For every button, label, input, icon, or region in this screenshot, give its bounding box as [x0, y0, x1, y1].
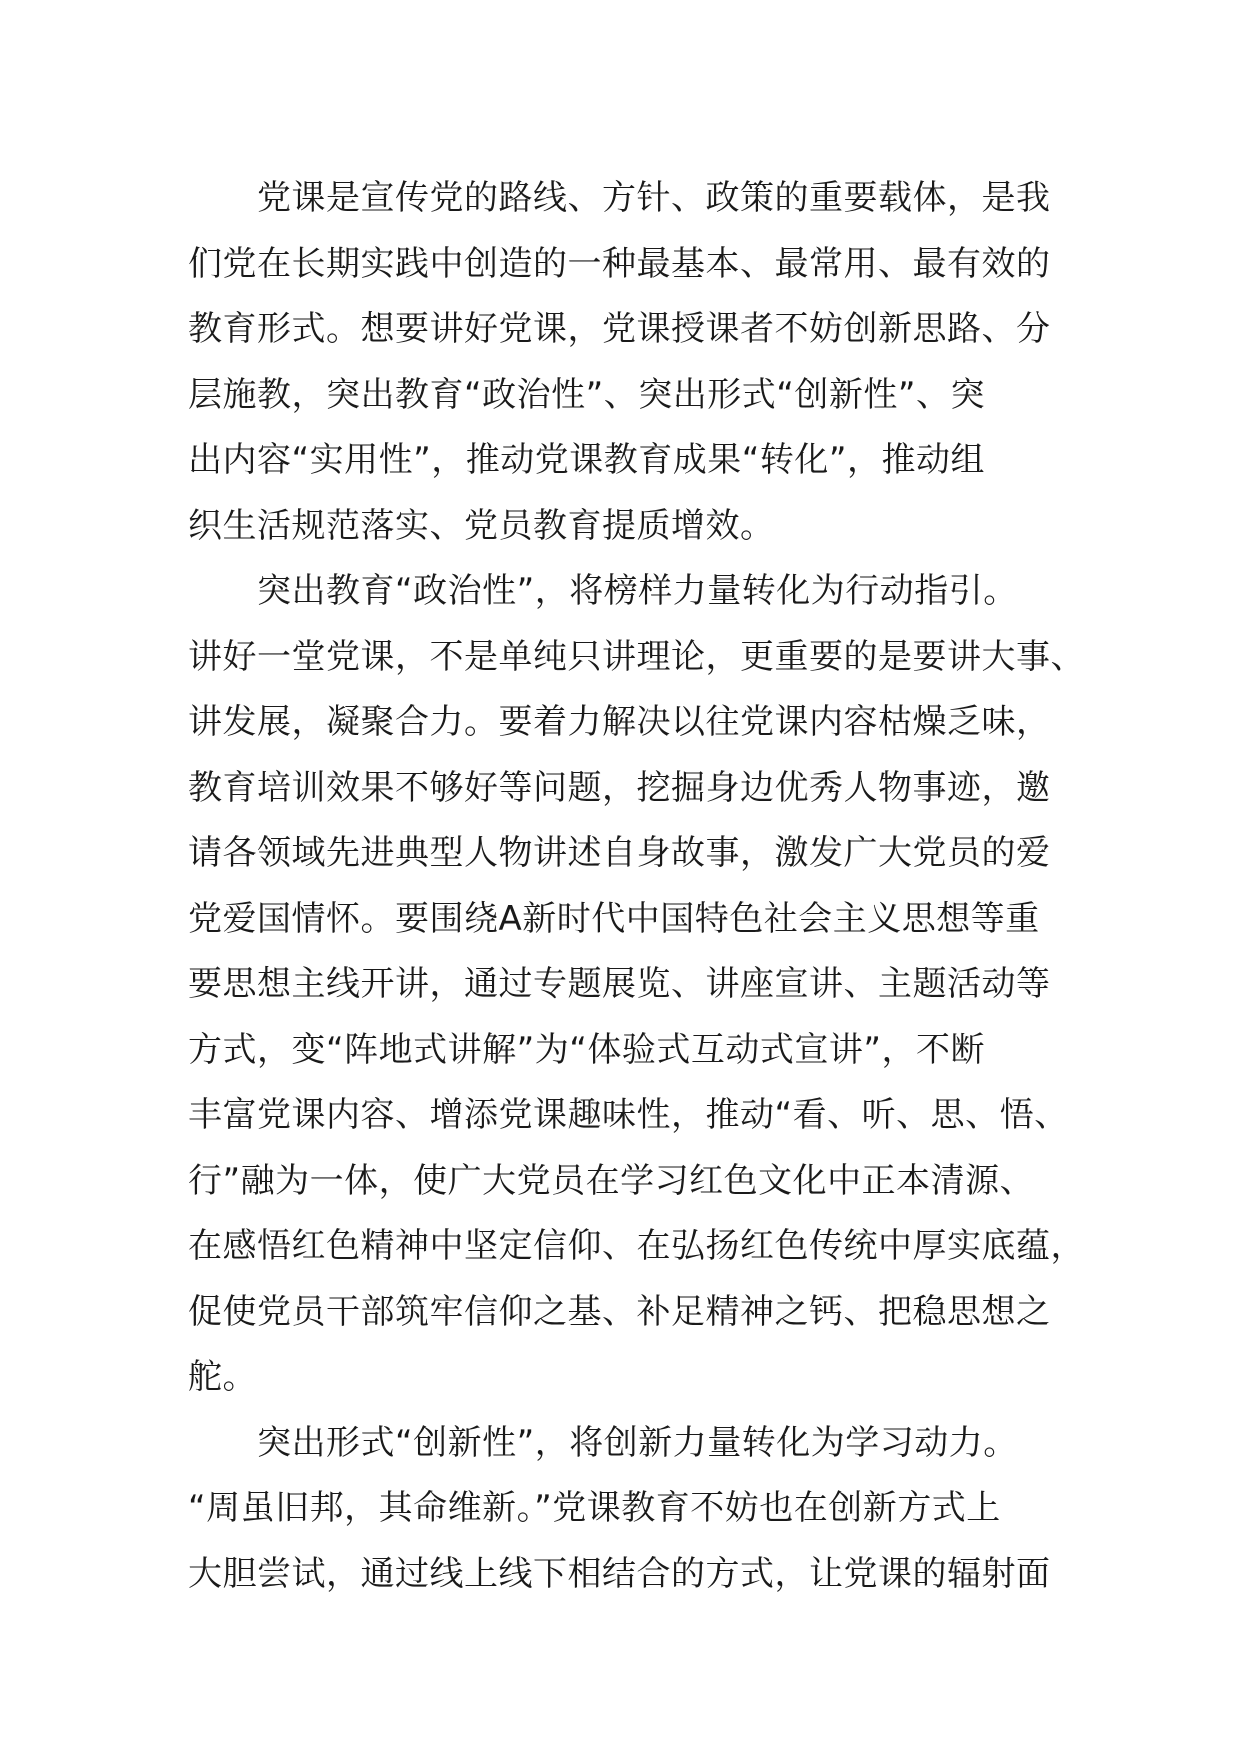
text-line: 促使党员干部筑牢信仰之基、补足精神之钙、把稳思想之 — [188, 1291, 1051, 1332]
text-line: 舵。 — [188, 1357, 257, 1397]
text-line: 方式，变“阵地式讲解”为“体验式互动式宣讲”，不断 — [188, 1029, 985, 1070]
text-line: 突出形式“创新性”，将创新力量转化为学习动力。 — [188, 1422, 1018, 1463]
text-line: 行”融为一体，使广大党员在学习红色文化中正本清源、 — [188, 1160, 1035, 1201]
text-line: 请各领域先进典型人物讲述自身故事，激发广大党员的爱 — [188, 833, 1051, 873]
text-line: 们党在长期实践中创造的一种最基本、最常用、最有效的 — [188, 243, 1051, 284]
text-line: 出内容“实用性”，推动党课教育成果“转化”，推动组 — [188, 440, 985, 480]
text-line: 党爱国情怀。要围绕A新时代中国特色社会主义思想等重 — [188, 898, 1040, 939]
text-line: 在感悟红色精神中坚定信仰、在弘扬红色传统中厚实底蕴， — [188, 1226, 1085, 1266]
text-line: 层施教，突出教育“政治性”、突出形式“创新性”、突 — [188, 374, 985, 415]
text-line: 突出教育“政治性”，将榜样力量转化为行动指引。 — [188, 571, 1018, 611]
text-line: 要思想主线开讲，通过专题展览、讲座宣讲、主题活动等 — [188, 964, 1051, 1004]
text-line: 丰富党课内容、增添党课趣味性，推动“看、听、思、悟、 — [188, 1095, 1069, 1135]
text-line: 大胆尝试，通过线上线下相结合的方式，让党课的辐射面 — [188, 1553, 1051, 1594]
text-line: “周虽旧邦，其命维新。”党课教育不妨也在创新方式上 — [188, 1488, 1001, 1528]
document-body — [188, 166, 1085, 1607]
text-line: 党课是宣传党的路线、方针、政策的重要载体，是我 — [188, 178, 1051, 218]
text-line: 讲好一堂党课，不是单纯只讲理论，更重要的是要讲大事、 — [188, 636, 1085, 677]
text-line: 教育形式。想要讲好党课，党课授课者不妨创新思路、分 — [188, 309, 1051, 349]
text-line: 教育培训效果不够好等问题，挖掘身边优秀人物事迹，邀 — [188, 767, 1051, 808]
text-line: 织生活规范落实、党员教育提质增效。 — [188, 505, 775, 546]
text-line: 讲发展，凝聚合力。要着力解决以往党课内容枯燥乏味， — [188, 702, 1051, 742]
